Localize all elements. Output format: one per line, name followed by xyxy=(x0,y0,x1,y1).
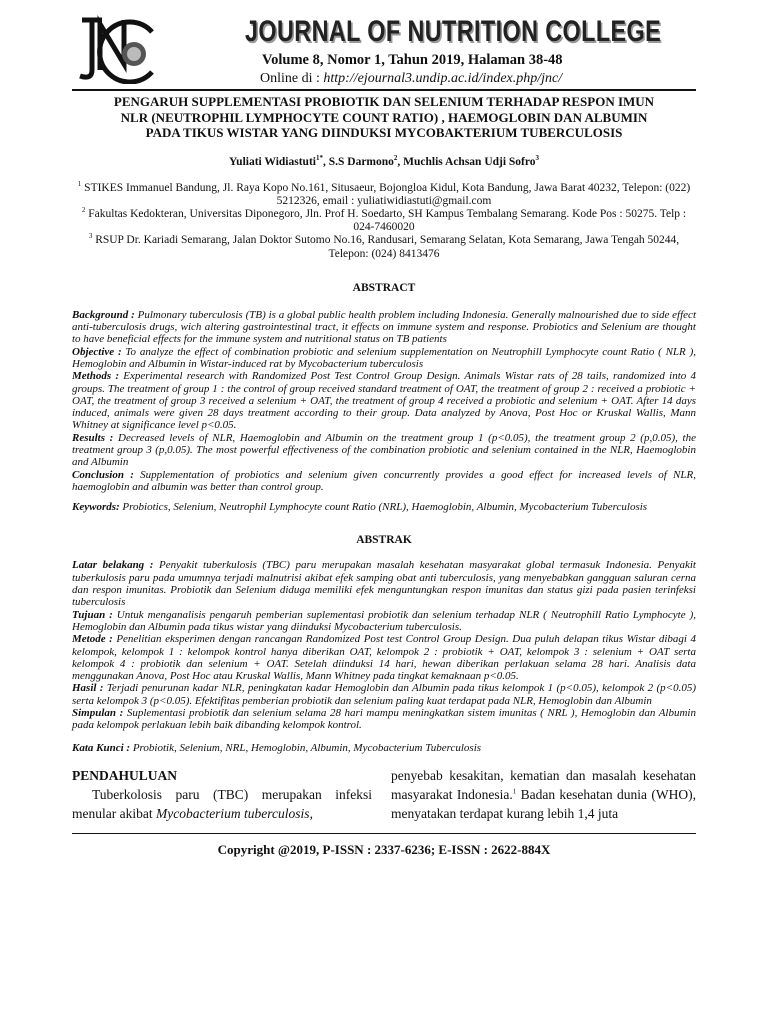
aff-text: RSUP Dr. Kariadi Semarang, Jalan Doktor Sutomo No.16, Randusari, Semarang Selatan, Kota Semarang, Jawa Tengah 50244, Telepon: (024) 8413476 xyxy=(92,234,680,260)
aff-sup: 2 xyxy=(81,206,86,215)
document-body xyxy=(72,94,696,858)
section-label: Methods : xyxy=(72,370,124,383)
abstrak-section xyxy=(72,707,696,732)
author: , S.S Darmono xyxy=(322,155,394,168)
keywords-text: Probiotik, Selenium, NRL, Hemoglobin, Albumin, Mycobacterium Tuberculosis xyxy=(132,741,482,754)
aff-sup: 3 xyxy=(88,232,93,241)
author-sup: 1* xyxy=(315,153,323,162)
section-text: Pulmonary tuberculosis (TB) is a global public health problem including Indonesia. Generally malnourished due to side effect anti-tuberculosis drugs, wich altering gastrointestinal tract, it effects on immune system and response. Probiotics and Selenium are thought to have beneficial effects for the immune system and nutritional status on TB patients xyxy=(72,308,696,346)
abstract-section xyxy=(72,432,696,469)
abstrak-keywords xyxy=(72,742,696,754)
abstract-section xyxy=(72,370,696,431)
author-sup: 3 xyxy=(535,153,540,162)
affiliation xyxy=(72,234,696,260)
section-text: Suplementasi probiotik dan selenium selama 28 hari mampu meningkatkan sistem imunitas ( NRL ), Hemoglobin dan Albumin pada kelompok perlakuan lebih baik dibanding kelompok kontrol. xyxy=(72,707,696,732)
journal-title: JOURNAL OF NUTRITION COLLEGE xyxy=(245,15,662,48)
title-line: PADA TIKUS WISTAR YANG DIINDUKSI MYCOBAKTERIUM TUBERCULOSIS xyxy=(145,125,623,140)
online-info xyxy=(260,70,562,87)
section-heading: PENDAHULUAN xyxy=(72,767,178,783)
section-text: Experimental research with Randomized Post Test Control Group Design. Animals Wistar rats of 28 tails, randomized into 4 groups. The treatment of group 1 : the control of group received standard treatment of OAT, the treatment of group 2 : received a probiotic + OAT, the treatment of group 3 received a selenium + OAT, the treatment of group 4 received a probiotic and selenium + OAT. After 14 days induced, animals were given 28 days treatment according to their group. Data analyzed by Anova, Post Hoc or Kruskal Wallis, Mann Whitney at significance level p<0.05. xyxy=(72,370,697,432)
section-text: Untuk menganalisis pengaruh pemberian suplementasi probiotik dan selenium terhadap NLR ( Neutrophill Ratio Lymphocyte ), Hemoglobin dan Albumin pada tikus wistar yang diinduksi Mycobacterium tuberculosis. xyxy=(72,608,696,633)
body-right-column xyxy=(391,766,696,823)
section-label: Background : xyxy=(72,308,138,321)
section-label: Results : xyxy=(72,431,119,444)
section-text: Penyakit tuberkulosis (TBC) paru merupakan masalah kesehatan masyarakat global termasuk Indonesia. Penyakit tuberkulosis paru pada umumnya terjadi malnutrisi akibat efek samping obat anti tuberculosis, yang menyebabkan gangguan saluran cerna dan respon imunitas. Probiotik dan Selenium diduga memiliki efek menguntungkan respon imunitas dan status gizi pada pasien terinfeksi tuberculosis xyxy=(72,559,696,609)
abstrak-heading: ABSTRAK xyxy=(356,534,412,547)
abstract-heading: ABSTRACT xyxy=(352,281,416,294)
section-text: Penelitian eksperimen dengan rancangan Randomized Post test Control Group Design. Dua puluh delapan tikus Wistar dibagi 4 kelompok, kelompok 1 : kelompok kontrol hanya diberikan OAT, kelompok 2 : probiotik + OAT, kelompok 3 : selenium + OAT serta kelompok 4 : probiotik dan selenium + OAT. Setelah diinduksi 14 hari, hewan diberikan perlakuan selama 28 hari. Analisis data menggunakan Anova, Post Hoc atau Kruskal Wallis, Mann Whitney pada tingkat kemaknaan p<0.05. xyxy=(72,633,696,683)
keywords-label: Kata Kunci : xyxy=(72,741,133,754)
body-left-column xyxy=(72,766,372,823)
keywords-label: Keywords: xyxy=(72,501,123,514)
journal-logo xyxy=(72,12,162,84)
affiliation xyxy=(72,208,696,234)
affiliation xyxy=(72,179,696,208)
abstract-section xyxy=(72,469,696,494)
section-text: To analyze the effect of combination probiotic and selenium supplementation on Neutrophill Lymphocyte count Ratio ( NLR ), Hemoglobin and Albumin in Wistar-induced rat by Mycobacterium tuberculosis xyxy=(72,345,696,370)
abstract-section xyxy=(72,346,696,371)
copyright: Copyright @2019, P-ISSN : 2337-6236; E-ISSN : 2622-884X xyxy=(217,841,551,857)
body-text: Badan kesehatan dunia (WHO), menyatakan terdapat kurang lebih 1,4 juta xyxy=(391,786,697,821)
body-italic: Mycobacterium tuberculosis xyxy=(155,805,310,821)
aff-text: STIKES Immanuel Bandung, Jl. Raya Kopo No.161, Situsaeur, Bojongloa Kidul, Kota Bandung, Jawa Barat 40232, Telepon: (022) 5212326, email : yuliatiwidiastuti@gmail.com xyxy=(81,181,691,207)
section-text: Decreased levels of NLR, Haemoglobin and Albumin on the treatment group 1 (p<0.05), the treatment group 2 (p,0.05), the treatment group 3 (p,0.05). The most powerful effectiveness of the combination probiotic and selenium contained in the NLR, Haemoglobin and Albumin xyxy=(72,431,696,469)
paper-title xyxy=(72,94,696,141)
affiliations xyxy=(72,179,696,261)
section-label: Conclusion : xyxy=(72,468,141,481)
aff-sup: 1 xyxy=(77,179,82,188)
section-label: Metode : xyxy=(72,633,117,646)
section-label: Hasil : xyxy=(72,682,107,695)
keywords-text: Probiotics, Selenium, Neutrophil Lymphocyte count Ratio (NRL), Haemoglobin, Albumin, Mycobacterium Tuberculosis xyxy=(122,501,648,514)
abstrak-body xyxy=(72,559,696,731)
online-label: Online di : xyxy=(260,71,324,86)
body-text: Tuberkolosis paru (TBC) merupakan infeksi menular akibat xyxy=(72,786,372,821)
abstrak-section xyxy=(72,682,696,707)
author-list xyxy=(72,155,696,169)
section-label: Simpulan : xyxy=(72,707,127,720)
abstrak-section xyxy=(72,633,696,682)
body-text: penyebab kesakitan, kematian dan masalah kesehatan masyarakat Indonesia. xyxy=(391,767,696,802)
section-label: Objective : xyxy=(72,345,126,358)
section-label: Latar belakang : xyxy=(72,559,159,572)
body-text: , xyxy=(309,805,313,821)
title-line: NLR (NEUTROPHIL LYMPHOCYTE COUNT RATIO) , HAEMOGLOBIN DAN ALBUMIN xyxy=(120,109,648,125)
abstract-section xyxy=(72,309,696,346)
abstrak-section xyxy=(72,609,696,634)
title-line: PENGARUH SUPPLEMENTASI PROBIOTIK DAN SELENIUM TERHADAP RESPON IMUN xyxy=(113,94,655,109)
author-sup: 2 xyxy=(393,153,398,162)
abstract-body xyxy=(72,309,696,493)
footer-rule xyxy=(72,833,696,834)
author: , Muchlis Achsan Udji Sofro xyxy=(397,155,536,168)
volume-info: Volume 8, Nomor 1, Tahun 2019, Halaman 38-48 xyxy=(262,52,563,68)
section-text: Terjadi penurunan kadar NLR, peningkatan kadar Hemoglobin dan Albumin pada tikus kelompok 1 (p<0.05), kelompok 2 (p<0.05) serta kelompok 3 (p<0.05). Efektifitas pemberian probiotik dan selenium paling kuat terdapat pada NLR, Hemoglobin dan Albumin xyxy=(72,682,696,707)
body-paragraph xyxy=(72,785,372,823)
section-text: Supplementation of probiotics and selenium given concurrently provides a good effect for increased levels of NLR, haemoglobin and albumin was better than control group. xyxy=(72,468,696,493)
citation-sup: 1 xyxy=(512,787,517,796)
body-columns xyxy=(72,766,696,823)
author: Yuliati Widiastuti xyxy=(228,155,316,168)
abstrak-section xyxy=(72,559,696,608)
journal-url[interactable]: http://ejournal3.undip.ac.id/index.php/jnc/ xyxy=(323,71,563,86)
section-label: Tujuan : xyxy=(72,608,117,621)
header-rule xyxy=(72,89,696,91)
abstract-keywords xyxy=(72,501,696,513)
aff-text: Fakultas Kedokteran, Universitas Diponegoro, Jln. Prof H. Soedarto, SH Kampus Tembalang Semarang. Kode Pos : 50275. Telp : 024-7460020 xyxy=(85,207,687,234)
